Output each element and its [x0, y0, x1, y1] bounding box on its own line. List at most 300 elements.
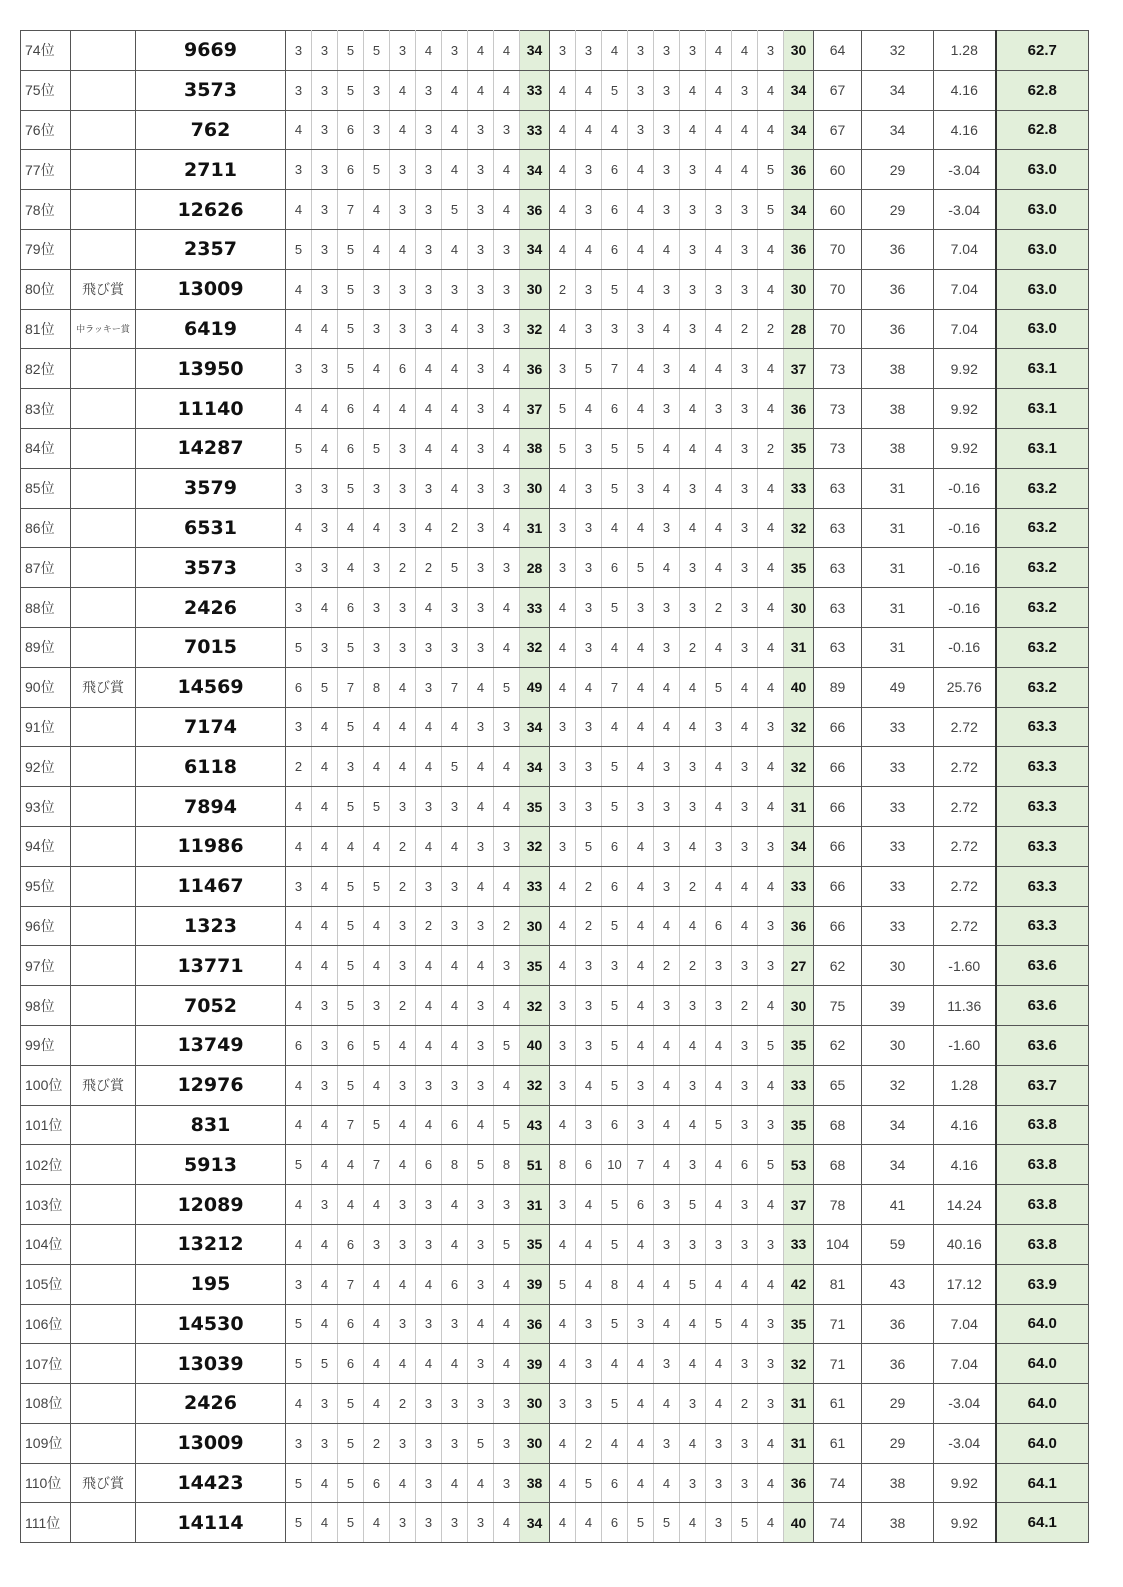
in-hole-13-score: 4 — [628, 707, 654, 747]
in-hole-15-score: 3 — [680, 1065, 706, 1105]
out-hole-8-score: 3 — [468, 707, 494, 747]
in-hole-10-score: 4 — [550, 190, 576, 230]
net-score-cell: 63.0 — [996, 190, 1089, 230]
in-hole-12-score: 5 — [602, 1025, 628, 1065]
award-cell — [71, 1185, 136, 1225]
in-hole-13-score: 4 — [628, 1463, 654, 1503]
in-hole-14-score: 4 — [654, 548, 680, 588]
out-hole-8-score: 4 — [468, 70, 494, 110]
out-hole-1-score: 5 — [286, 428, 312, 468]
in-hole-18-score: 4 — [758, 389, 784, 429]
in-hole-11-score: 3 — [576, 468, 602, 508]
in-hole-14-score: 4 — [654, 1304, 680, 1344]
out-hole-5-score: 3 — [390, 428, 416, 468]
out-hole-6-score: 4 — [416, 946, 442, 986]
net-score-cell: 63.2 — [996, 627, 1089, 667]
table-row — [21, 826, 1089, 866]
out-hole-5-score: 3 — [390, 627, 416, 667]
out-hole-3-score: 6 — [338, 1224, 364, 1264]
out-hole-2-score: 4 — [312, 946, 338, 986]
table-row — [21, 787, 1089, 827]
table-row — [21, 1463, 1089, 1503]
gross-cell: 66 — [814, 707, 862, 747]
gross-cell: 73 — [814, 389, 862, 429]
table-row — [21, 1025, 1089, 1065]
in-hole-10-score: 4 — [550, 667, 576, 707]
in-hole-13-score: 4 — [628, 946, 654, 986]
out-hole-6-score: 4 — [416, 31, 442, 71]
in-hole-16-score: 3 — [706, 389, 732, 429]
gross-cell: 63 — [814, 627, 862, 667]
in-hole-11-score: 5 — [576, 349, 602, 389]
out-hole-6-score: 3 — [416, 1224, 442, 1264]
award-cell — [71, 190, 136, 230]
gross-cell: 68 — [814, 1105, 862, 1145]
out-hole-4-score: 3 — [364, 269, 390, 309]
diff-cell: 7.04 — [934, 1344, 996, 1384]
in-hole-10-score: 3 — [550, 986, 576, 1026]
in-hole-18-score: 4 — [758, 787, 784, 827]
out-hole-1-score: 5 — [286, 627, 312, 667]
out-hole-1-score: 3 — [286, 1264, 312, 1304]
out-hole-4-score: 4 — [364, 1065, 390, 1105]
out-hole-3-score: 5 — [338, 1503, 364, 1543]
in-hole-16-score: 4 — [706, 349, 732, 389]
entry-number-cell: 14423 — [136, 1463, 286, 1503]
in-hole-11-score: 4 — [576, 110, 602, 150]
in-hole-15-score: 4 — [680, 1304, 706, 1344]
in-hole-13-score: 4 — [628, 508, 654, 548]
in-hole-10-score: 4 — [550, 468, 576, 508]
in-hole-11-score: 2 — [576, 866, 602, 906]
rank-cell: 83位 — [21, 389, 71, 429]
in-hole-12-score: 6 — [602, 150, 628, 190]
in-hole-16-score: 4 — [706, 110, 732, 150]
in-hole-17-score: 4 — [732, 866, 758, 906]
table-row — [21, 548, 1089, 588]
out-hole-6-score: 3 — [416, 1423, 442, 1463]
net-score-cell: 63.2 — [996, 468, 1089, 508]
out-hole-7-score: 3 — [442, 1384, 468, 1424]
out-hole-5-score: 3 — [390, 31, 416, 71]
in-hole-18-score: 4 — [758, 548, 784, 588]
out-hole-3-score: 3 — [338, 747, 364, 787]
table-row — [21, 866, 1089, 906]
out-total-cell: 39 — [520, 1344, 550, 1384]
entry-number-cell: 7174 — [136, 707, 286, 747]
in-total-cell: 40 — [784, 667, 814, 707]
net-score-cell: 64.1 — [996, 1503, 1089, 1543]
out-hole-2-score: 3 — [312, 1423, 338, 1463]
out-hole-3-score: 6 — [338, 389, 364, 429]
in-hole-10-score: 4 — [550, 906, 576, 946]
net-score-cell: 63.6 — [996, 1025, 1089, 1065]
table-row — [21, 70, 1089, 110]
out-hole-9-score: 3 — [494, 468, 520, 508]
out-hole-5-score: 3 — [390, 468, 416, 508]
out-hole-4-score: 4 — [364, 826, 390, 866]
in-hole-15-score: 4 — [680, 1423, 706, 1463]
entry-number-cell: 3573 — [136, 548, 286, 588]
gross-cell: 66 — [814, 866, 862, 906]
out-hole-6-score: 3 — [416, 1304, 442, 1344]
in-hole-17-score: 4 — [732, 667, 758, 707]
award-cell — [71, 1025, 136, 1065]
in-hole-14-score: 3 — [654, 110, 680, 150]
in-hole-14-score: 3 — [654, 389, 680, 429]
gross-cell: 63 — [814, 508, 862, 548]
in-hole-10-score: 4 — [550, 1304, 576, 1344]
in-hole-14-score: 4 — [654, 428, 680, 468]
in-hole-12-score: 6 — [602, 389, 628, 429]
out-hole-3-score: 5 — [338, 986, 364, 1026]
award-cell — [71, 1503, 136, 1543]
in-hole-11-score: 3 — [576, 747, 602, 787]
out-hole-6-score: 4 — [416, 747, 442, 787]
diff-cell: 7.04 — [934, 309, 996, 349]
in-hole-15-score: 3 — [680, 31, 706, 71]
out-hole-1-score: 4 — [286, 946, 312, 986]
out-hole-4-score: 5 — [364, 1025, 390, 1065]
out-total-cell: 35 — [520, 946, 550, 986]
out-total-cell: 34 — [520, 707, 550, 747]
out-hole-3-score: 6 — [338, 110, 364, 150]
table-row — [21, 986, 1089, 1026]
in-hole-15-score: 3 — [680, 986, 706, 1026]
net-score-cell: 63.3 — [996, 707, 1089, 747]
out-hole-5-score: 3 — [390, 588, 416, 628]
out-hole-3-score: 5 — [338, 1384, 364, 1424]
in-hole-12-score: 4 — [602, 627, 628, 667]
in-hole-18-score: 4 — [758, 229, 784, 269]
out-hole-5-score: 4 — [390, 110, 416, 150]
diff-cell: 2.72 — [934, 707, 996, 747]
in-total-cell: 30 — [784, 986, 814, 1026]
out-hole-8-score: 3 — [468, 1384, 494, 1424]
out-hole-2-score: 5 — [312, 1344, 338, 1384]
in-hole-16-score: 4 — [706, 627, 732, 667]
entry-number-cell: 6118 — [136, 747, 286, 787]
out-hole-1-score: 3 — [286, 70, 312, 110]
award-cell — [71, 389, 136, 429]
out-hole-9-score: 3 — [494, 548, 520, 588]
out-hole-8-score: 3 — [468, 428, 494, 468]
in-hole-14-score: 4 — [654, 1384, 680, 1424]
in-hole-15-score: 4 — [680, 428, 706, 468]
out-total-cell: 30 — [520, 906, 550, 946]
entry-number-cell: 831 — [136, 1105, 286, 1145]
out-hole-2-score: 3 — [312, 1384, 338, 1424]
in-hole-12-score: 3 — [602, 309, 628, 349]
out-hole-7-score: 4 — [442, 468, 468, 508]
rank-cell: 95位 — [21, 866, 71, 906]
out-hole-1-score: 4 — [286, 190, 312, 230]
out-hole-8-score: 3 — [468, 468, 494, 508]
in-hole-13-score: 4 — [628, 986, 654, 1026]
handicap-cell: 38 — [862, 428, 934, 468]
net-score-cell: 63.0 — [996, 309, 1089, 349]
rank-cell: 96位 — [21, 906, 71, 946]
out-hole-9-score: 4 — [494, 389, 520, 429]
in-hole-10-score: 5 — [550, 428, 576, 468]
out-hole-6-score: 4 — [416, 986, 442, 1026]
out-hole-7-score: 4 — [442, 150, 468, 190]
out-hole-9-score: 4 — [494, 1264, 520, 1304]
out-hole-3-score: 5 — [338, 906, 364, 946]
out-hole-6-score: 4 — [416, 588, 442, 628]
in-hole-12-score: 4 — [602, 1344, 628, 1384]
in-hole-17-score: 6 — [732, 1145, 758, 1185]
in-hole-13-score: 3 — [628, 1304, 654, 1344]
out-hole-3-score: 5 — [338, 627, 364, 667]
out-hole-9-score: 4 — [494, 31, 520, 71]
entry-number-cell: 2426 — [136, 1384, 286, 1424]
out-hole-6-score: 3 — [416, 627, 442, 667]
out-hole-6-score: 6 — [416, 1145, 442, 1185]
out-hole-8-score: 3 — [468, 1065, 494, 1105]
in-hole-15-score: 4 — [680, 906, 706, 946]
out-hole-2-score: 3 — [312, 31, 338, 71]
out-hole-9-score: 3 — [494, 229, 520, 269]
in-hole-15-score: 3 — [680, 548, 706, 588]
out-total-cell: 34 — [520, 150, 550, 190]
out-total-cell: 37 — [520, 389, 550, 429]
out-hole-4-score: 4 — [364, 747, 390, 787]
out-hole-4-score: 4 — [364, 906, 390, 946]
in-hole-17-score: 3 — [732, 787, 758, 827]
out-hole-7-score: 8 — [442, 1145, 468, 1185]
out-hole-1-score: 3 — [286, 588, 312, 628]
in-total-cell: 31 — [784, 1384, 814, 1424]
in-hole-11-score: 3 — [576, 309, 602, 349]
in-hole-17-score: 3 — [732, 826, 758, 866]
in-hole-16-score: 3 — [706, 1503, 732, 1543]
rank-cell: 105位 — [21, 1264, 71, 1304]
gross-cell: 89 — [814, 667, 862, 707]
table-row — [21, 468, 1089, 508]
gross-cell: 66 — [814, 906, 862, 946]
in-hole-13-score: 3 — [628, 31, 654, 71]
out-hole-9-score: 4 — [494, 588, 520, 628]
in-total-cell: 31 — [784, 627, 814, 667]
rank-cell: 92位 — [21, 747, 71, 787]
out-hole-3-score: 5 — [338, 269, 364, 309]
in-hole-15-score: 4 — [680, 110, 706, 150]
out-hole-8-score: 3 — [468, 150, 494, 190]
in-hole-10-score: 4 — [550, 627, 576, 667]
in-total-cell: 28 — [784, 309, 814, 349]
in-hole-14-score: 3 — [654, 349, 680, 389]
net-score-cell: 62.8 — [996, 110, 1089, 150]
in-hole-10-score: 3 — [550, 1185, 576, 1225]
out-hole-7-score: 3 — [442, 1423, 468, 1463]
out-hole-5-score: 3 — [390, 1423, 416, 1463]
out-hole-1-score: 3 — [286, 150, 312, 190]
rank-cell: 88位 — [21, 588, 71, 628]
out-hole-7-score: 3 — [442, 787, 468, 827]
out-hole-2-score: 4 — [312, 1105, 338, 1145]
out-hole-4-score: 6 — [364, 1463, 390, 1503]
out-hole-2-score: 4 — [312, 309, 338, 349]
in-hole-13-score: 4 — [628, 1423, 654, 1463]
out-hole-9-score: 4 — [494, 190, 520, 230]
out-hole-9-score: 4 — [494, 1503, 520, 1543]
net-score-cell: 63.3 — [996, 866, 1089, 906]
in-hole-13-score: 4 — [628, 667, 654, 707]
net-score-cell: 63.1 — [996, 349, 1089, 389]
rank-cell: 81位 — [21, 309, 71, 349]
award-cell — [71, 588, 136, 628]
in-hole-11-score: 6 — [576, 1145, 602, 1185]
in-total-cell: 32 — [784, 707, 814, 747]
out-hole-6-score: 3 — [416, 1384, 442, 1424]
entry-number-cell: 11140 — [136, 389, 286, 429]
in-total-cell: 36 — [784, 389, 814, 429]
diff-cell: 17.12 — [934, 1264, 996, 1304]
out-hole-1-score: 3 — [286, 349, 312, 389]
out-hole-2-score: 4 — [312, 787, 338, 827]
rank-cell: 86位 — [21, 508, 71, 548]
table-row — [21, 150, 1089, 190]
out-hole-1-score: 4 — [286, 309, 312, 349]
out-hole-4-score: 3 — [364, 548, 390, 588]
out-total-cell: 43 — [520, 1105, 550, 1145]
diff-cell: 2.72 — [934, 906, 996, 946]
out-hole-3-score: 5 — [338, 31, 364, 71]
in-hole-14-score: 3 — [654, 866, 680, 906]
handicap-cell: 33 — [862, 866, 934, 906]
handicap-cell: 36 — [862, 1344, 934, 1384]
in-hole-11-score: 3 — [576, 1025, 602, 1065]
in-hole-16-score: 4 — [706, 866, 732, 906]
in-hole-10-score: 3 — [550, 508, 576, 548]
in-hole-12-score: 4 — [602, 110, 628, 150]
in-hole-18-score: 4 — [758, 110, 784, 150]
out-hole-9-score: 3 — [494, 1463, 520, 1503]
in-total-cell: 30 — [784, 588, 814, 628]
rank-cell: 90位 — [21, 667, 71, 707]
table-row — [21, 1503, 1089, 1543]
handicap-cell: 36 — [862, 229, 934, 269]
diff-cell: 9.92 — [934, 428, 996, 468]
out-hole-1-score: 5 — [286, 1344, 312, 1384]
in-hole-17-score: 4 — [732, 1304, 758, 1344]
table-row — [21, 229, 1089, 269]
out-hole-9-score: 3 — [494, 1423, 520, 1463]
out-hole-8-score: 3 — [468, 986, 494, 1026]
in-hole-18-score: 4 — [758, 1264, 784, 1304]
out-hole-3-score: 4 — [338, 1185, 364, 1225]
out-hole-1-score: 4 — [286, 1105, 312, 1145]
out-hole-2-score: 3 — [312, 986, 338, 1026]
in-hole-13-score: 4 — [628, 1025, 654, 1065]
out-total-cell: 32 — [520, 627, 550, 667]
in-hole-12-score: 6 — [602, 866, 628, 906]
award-cell — [71, 1105, 136, 1145]
out-total-cell: 38 — [520, 428, 550, 468]
in-hole-15-score: 4 — [680, 349, 706, 389]
out-hole-3-score: 4 — [338, 1145, 364, 1185]
table-row — [21, 1145, 1089, 1185]
in-hole-18-score: 3 — [758, 1384, 784, 1424]
out-hole-4-score: 3 — [364, 110, 390, 150]
in-hole-13-score: 3 — [628, 1065, 654, 1105]
in-total-cell: 32 — [784, 508, 814, 548]
award-cell — [71, 986, 136, 1026]
table-row — [21, 667, 1089, 707]
in-hole-13-score: 4 — [628, 906, 654, 946]
in-hole-15-score: 4 — [680, 1503, 706, 1543]
in-hole-10-score: 4 — [550, 1423, 576, 1463]
in-hole-12-score: 6 — [602, 190, 628, 230]
in-hole-13-score: 4 — [628, 627, 654, 667]
rank-cell: 79位 — [21, 229, 71, 269]
in-hole-17-score: 3 — [732, 428, 758, 468]
in-hole-11-score: 3 — [576, 190, 602, 230]
out-hole-2-score: 4 — [312, 1503, 338, 1543]
in-hole-16-score: 4 — [706, 1065, 732, 1105]
in-hole-14-score: 3 — [654, 1423, 680, 1463]
net-score-cell: 63.8 — [996, 1185, 1089, 1225]
out-hole-5-score: 3 — [390, 1503, 416, 1543]
gross-cell: 67 — [814, 110, 862, 150]
rank-cell: 93位 — [21, 787, 71, 827]
entry-number-cell: 6531 — [136, 508, 286, 548]
out-hole-4-score: 5 — [364, 150, 390, 190]
out-hole-1-score: 4 — [286, 1185, 312, 1225]
in-hole-16-score: 5 — [706, 1105, 732, 1145]
in-hole-14-score: 3 — [654, 70, 680, 110]
in-total-cell: 31 — [784, 787, 814, 827]
in-total-cell: 35 — [784, 1105, 814, 1145]
entry-number-cell: 14287 — [136, 428, 286, 468]
in-hole-13-score: 4 — [628, 269, 654, 309]
out-hole-1-score: 3 — [286, 707, 312, 747]
in-hole-18-score: 4 — [758, 627, 784, 667]
out-hole-7-score: 4 — [442, 110, 468, 150]
in-hole-11-score: 3 — [576, 946, 602, 986]
out-hole-1-score: 4 — [286, 787, 312, 827]
out-hole-7-score: 3 — [442, 269, 468, 309]
out-total-cell: 34 — [520, 31, 550, 71]
in-hole-11-score: 3 — [576, 548, 602, 588]
out-hole-2-score: 3 — [312, 1065, 338, 1105]
in-hole-10-score: 3 — [550, 548, 576, 588]
net-score-cell: 63.0 — [996, 269, 1089, 309]
in-hole-11-score: 3 — [576, 627, 602, 667]
entry-number-cell: 7894 — [136, 787, 286, 827]
out-hole-1-score: 3 — [286, 31, 312, 71]
diff-cell: 25.76 — [934, 667, 996, 707]
in-hole-18-score: 5 — [758, 1145, 784, 1185]
in-hole-15-score: 2 — [680, 627, 706, 667]
out-hole-5-score: 4 — [390, 1463, 416, 1503]
out-total-cell: 35 — [520, 787, 550, 827]
out-hole-1-score: 4 — [286, 1384, 312, 1424]
handicap-cell: 31 — [862, 468, 934, 508]
in-total-cell: 32 — [784, 1344, 814, 1384]
handicap-cell: 32 — [862, 31, 934, 71]
award-cell — [71, 1224, 136, 1264]
out-hole-8-score: 4 — [468, 667, 494, 707]
entry-number-cell: 14530 — [136, 1304, 286, 1344]
in-hole-10-score: 4 — [550, 1503, 576, 1543]
gross-cell: 71 — [814, 1304, 862, 1344]
in-hole-15-score: 2 — [680, 946, 706, 986]
out-hole-7-score: 6 — [442, 1105, 468, 1145]
in-hole-16-score: 4 — [706, 1025, 732, 1065]
in-hole-15-score: 3 — [680, 1463, 706, 1503]
